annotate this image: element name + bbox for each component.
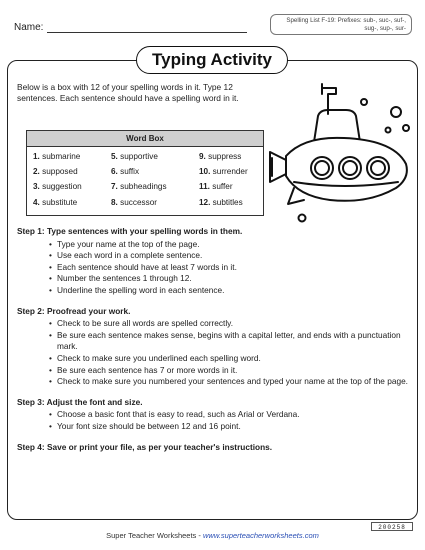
word-number: 2.	[33, 167, 40, 177]
word-text: submarine	[42, 152, 81, 161]
footer	[0, 531, 425, 540]
name-label: Name:	[14, 22, 44, 33]
step-bullet: • Underline the spelling word in each sentence.	[57, 285, 412, 297]
step-block	[17, 442, 412, 454]
word-number: 4.	[33, 197, 40, 207]
worksheet-code: 200258	[371, 522, 413, 531]
step-bullet: • Be sure each sentence has 7 or more words in it.	[57, 365, 412, 377]
word-number: 11.	[199, 182, 210, 192]
step-bullet: • Number the sentences 1 through 12.	[57, 273, 412, 285]
word-item	[199, 195, 271, 210]
spelling-list-tag	[270, 14, 412, 35]
footer-url[interactable]: www.superteacherworksheets.com	[202, 531, 319, 540]
word-item	[111, 164, 199, 179]
step-bullets	[17, 239, 412, 297]
step-bullet: • Choose a basic font that is easy to read, such as Arial or Verdana.	[57, 409, 412, 421]
word-item	[199, 164, 271, 179]
word-item	[199, 179, 271, 194]
word-item	[33, 179, 111, 194]
word-number: 7.	[111, 182, 118, 192]
list-tag-line2: sug-, sup-, sur-	[364, 24, 406, 32]
step-heading: Step 1: Type sentences with your spelling words in them.	[17, 226, 243, 236]
word-text: successor	[120, 197, 157, 207]
word-number: 3.	[33, 182, 40, 192]
word-number: 9.	[199, 152, 206, 161]
word-item	[111, 179, 199, 194]
word-text: supposed	[42, 167, 78, 177]
step-heading: Step 3: Adjust the font and size.	[17, 396, 143, 407]
step-bullet: • Be sure each sentence makes sense, begins with a capital letter, and ends with a punctuation mark.	[57, 330, 412, 353]
word-item	[33, 149, 111, 164]
word-text: suppress	[208, 152, 242, 161]
word-number: 8.	[111, 197, 118, 207]
word-number: 10.	[199, 167, 211, 177]
word-box-heading: Word Box	[27, 131, 263, 147]
word-item	[111, 149, 199, 164]
word-text: supportive	[120, 152, 158, 161]
word-text: suffix	[120, 167, 140, 177]
word-item	[33, 164, 111, 179]
word-item	[33, 195, 111, 210]
word-number: 6.	[111, 167, 118, 177]
step-bullet: • Each sentence should have at least 7 words in it.	[57, 262, 412, 274]
step-bullets	[17, 318, 412, 388]
name-line	[47, 32, 247, 33]
word-text: subtitles	[212, 197, 243, 207]
step-bullets	[17, 409, 412, 432]
step-bullet: • Type your name at the top of the page.	[57, 239, 412, 251]
intro-text: Below is a box with 12 of your spelling words in it. Type 12 sentences. Each sentence should have a spelling word in it.	[17, 82, 239, 104]
word-number: 1.	[33, 152, 40, 161]
word-text: suggestion	[42, 182, 82, 192]
step-block	[17, 306, 412, 388]
word-text: suffer	[212, 182, 233, 192]
word-text: substitute	[42, 197, 78, 207]
step-bullet: • Check to be sure all words are spelled correctly.	[57, 318, 412, 330]
step-block	[17, 226, 412, 297]
word-text: subheadings	[120, 182, 167, 192]
step-bullet: • Your font size should be between 12 and 16 point.	[57, 421, 412, 433]
word-grid	[27, 147, 263, 210]
step-heading: Step 2: Proofread your work.	[17, 305, 131, 316]
step-bullet: • Check to make sure you numbered your sentences and typed your name at the top of the page.	[57, 376, 412, 388]
footer-text: Super Teacher Worksheets -	[106, 531, 203, 540]
submarine-icon	[264, 78, 416, 228]
step-heading: Step 4: Save or print your file, as per your teacher's instructions.	[17, 441, 273, 452]
word-item	[111, 195, 199, 210]
word-text: surrender	[212, 167, 248, 177]
word-number: 5.	[111, 152, 118, 161]
list-tag-line1: Spelling List F-19: Prefixes: sub-, suc-, suf-,	[286, 17, 406, 24]
word-box	[26, 130, 264, 216]
word-item	[199, 149, 271, 164]
step-bullet: • Check to make sure you underlined each spelling word.	[57, 353, 412, 365]
steps	[17, 226, 412, 462]
step-bullet: • Use each word in a complete sentence.	[57, 250, 412, 262]
step-block	[17, 397, 412, 433]
page-title: Typing Activity	[136, 46, 288, 74]
word-number: 12.	[199, 197, 211, 207]
